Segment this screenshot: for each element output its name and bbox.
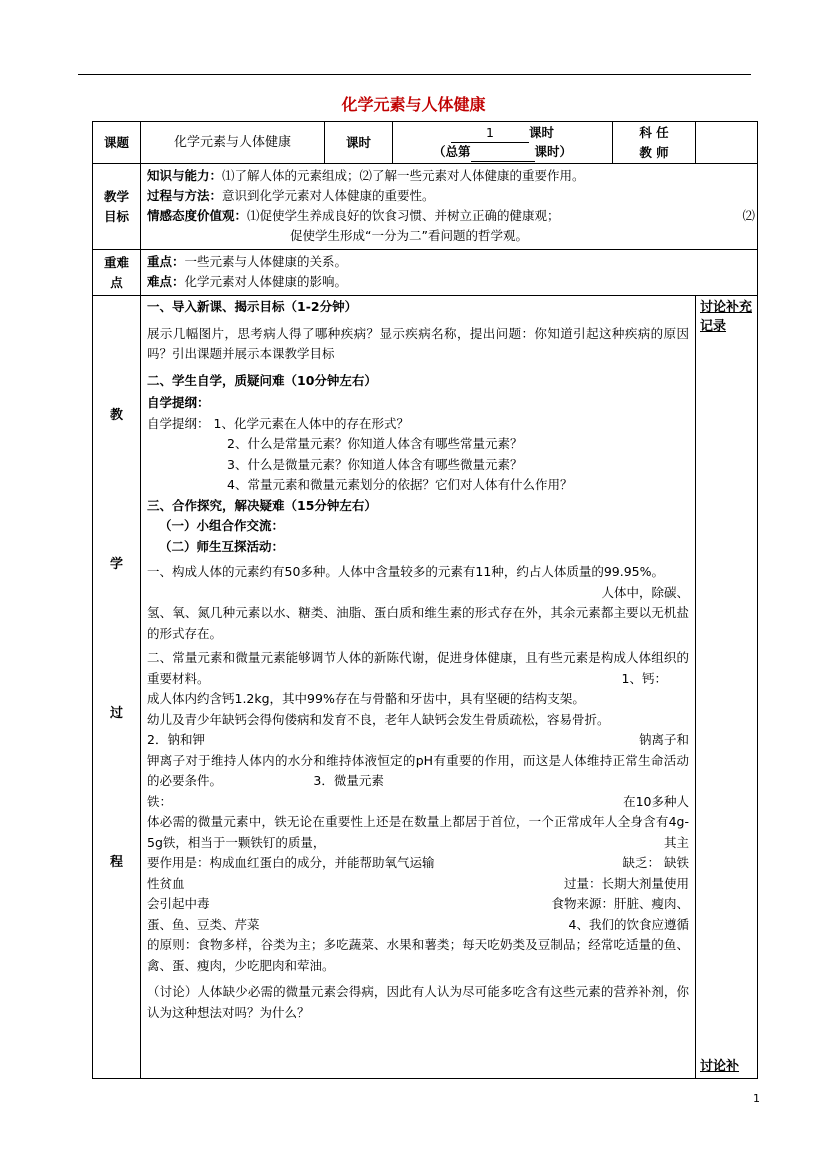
keypoints-row — [93, 250, 758, 296]
iron-j: 食物来源：肝脏、瘦肉、 — [551, 896, 689, 911]
iron-a: 铁： — [147, 793, 173, 809]
hard-text: 化学元素对人体健康的影响。 — [184, 274, 348, 289]
goals-label-2: 目标 — [103, 208, 129, 224]
subsection-1: （一）小组合作交流： — [159, 518, 285, 533]
paragraph-2a: 二、常量元素和微量元素能够调节人体的新陈代谢，促进身体健康，且有些元素是构成人体组织的重要材料。 — [147, 650, 689, 686]
outline-item-4: 4、常量元素和微量元素划分的依据？它们对人体有什么作用？ — [227, 477, 573, 492]
topic-value: 化学元素与人体健康 — [141, 122, 325, 164]
period-unit: 课时 — [528, 124, 554, 140]
goals-label-1: 教学 — [103, 188, 129, 204]
keypoints-content — [141, 250, 758, 296]
header-rule — [78, 74, 751, 75]
iron-c: 体必需的微量元素中，铁无论在重要性上还是在数量上都居于首位，一个正常成年人全身含有4g- 5g铁，相当于一颗铁钉的质量， — [147, 814, 689, 850]
paragraph-2g: 钾离子对于维持人体内的水分和维持体液恒定的pH有重要的作用，而这是人体维持正常生命活动的必要条件。 — [147, 752, 689, 788]
key-label: 重点： — [147, 254, 185, 269]
lesson-plan-table — [92, 121, 758, 1079]
section-1-title: 一、导入新课、揭示目标（1-2分钟） — [147, 299, 358, 314]
goals-row — [93, 164, 758, 250]
paragraph-1a: 一、构成人体的元素约有50多种。人体中含量较多的元素有11种，约占人体质量的99.95%。 — [147, 564, 664, 579]
header-row — [93, 122, 758, 164]
paragraph-1c: 氢、氧、氮几种元素以水、糖类、油脂、蛋白质和维生素的形式存在外，其余元素都主要以无机盐的形式存在。 — [147, 605, 689, 641]
outline-item-3: 3、什么是微量元素？你知道人体含有哪些微量元素？ — [227, 456, 523, 472]
outline-title: 自学提纲： — [147, 395, 210, 410]
goals-process-label: 过程与方法： — [147, 188, 223, 203]
process-content — [141, 296, 696, 1079]
goals-emotion-label: 情感态度价值观： — [147, 208, 248, 223]
process-label-char-4: 程 — [109, 855, 123, 870]
outline-item-1-text: 1、化学元素在人体中的存在形式？ — [213, 415, 409, 431]
discussion-text: （讨论）人体缺少必需的微量元素会得病，因此有人认为尽可能多吃含有这些元素的营养补剂，你认为这种想法对吗？为什么？ — [147, 984, 689, 1020]
key-text: 一些元素与人体健康的关系。 — [184, 254, 348, 269]
paragraph-2f: 钠离子和 — [638, 732, 689, 747]
paragraph-1b: 人体中，除碳、 — [601, 584, 689, 600]
paragraph-2c: 成人体内约含钙1.2kg，其中99%存在与骨骼和牙齿中，具有坚硬的结构支架。 — [147, 691, 585, 706]
total-suffix: 课时） — [534, 143, 573, 159]
goals-knowledge-text: ⑴了解人体的元素组成；⑵了解一些元素对人体健康的重要作用。 — [222, 168, 585, 183]
hard-label: 难点： — [147, 274, 185, 289]
iron-d: 其主 — [663, 834, 689, 850]
section-3-title: 三、合作探究，解决疑难（15分钟左右） — [147, 497, 377, 513]
subsection-2: （二）师生互探活动： — [159, 538, 285, 554]
teacher-label-2: 教 师 — [639, 144, 669, 160]
goals-content — [141, 164, 758, 250]
outline-item-1 — [147, 414, 689, 435]
iron-b: 在10多种人 — [623, 793, 689, 809]
paragraph-2e: 2．钠和钾 — [147, 732, 205, 747]
outline-item-2: 2、什么是常量元素？你知道人体含有哪些常量元素？ — [227, 436, 523, 451]
goals-knowledge-label: 知识与能力： — [147, 168, 223, 183]
teacher-label — [613, 122, 696, 164]
process-label-char-3: 过 — [109, 706, 123, 721]
page-title: 化学元素与人体健康 — [341, 95, 486, 114]
section-1-text: 展示几幅图片，思考病人得了哪种疾病？显示疾病名称，提出问题：你知道引起这种疾病的原因吗？引出课题并展示本课教学目标 — [147, 325, 689, 361]
side-note-bottom: 讨论补 — [700, 1059, 740, 1074]
goals-label — [93, 164, 141, 250]
paragraph-1 — [147, 562, 689, 644]
iron-e: 要作用是：构成血红蛋白的成分，并能帮助氧气运输 — [147, 855, 435, 870]
side-note-column — [696, 296, 758, 1079]
topic-label: 课题 — [93, 122, 141, 164]
teacher-label-1: 科 任 — [639, 124, 669, 140]
period-label: 课时 — [325, 122, 393, 164]
process-label-char-1: 教 — [109, 408, 123, 423]
outline-prefix: 自学提纲： — [147, 415, 210, 431]
iron-h: 过量：长期大剂量使用 — [563, 875, 689, 891]
keypoints-label-2: 点 — [110, 274, 123, 290]
side-note-top: 讨论补充记录 — [700, 300, 753, 334]
paragraph-2d: 幼儿及青少年缺钙会得佝偻病和发育不良，老年人缺钙会发生骨质疏松，容易骨折。 — [147, 711, 610, 727]
goals-emotion-tail: ⑵ — [742, 208, 755, 223]
process-row — [93, 296, 758, 1079]
iron-l: 4、我们的饮食应遵循 — [568, 916, 689, 932]
period-number: 1 — [451, 124, 529, 143]
keypoints-label — [93, 250, 141, 296]
iron-m: 的原则：食物多样，谷类为主；多吃蔬菜、水果和薯类；每天吃奶类及豆制品；经常吃适量的鱼、禽、蛋、瘦肉，少吃肥肉和荤油。 — [147, 937, 689, 973]
paragraph-2h: 3．微量元素 — [313, 773, 384, 788]
iron-i: 会引起中毒 — [147, 896, 210, 911]
page-number: 1 — [753, 1092, 760, 1105]
keypoints-label-1: 重难 — [103, 254, 129, 270]
section-2-title: 二、学生自学，质疑问难（10分钟左右） — [147, 372, 377, 388]
iron-g: 性贫血 — [147, 875, 185, 891]
process-label-char-2: 学 — [109, 557, 123, 572]
goals-process-text: 意识到化学元素对人体健康的重要性。 — [222, 188, 435, 203]
iron-paragraph — [147, 792, 689, 977]
period-cell — [393, 122, 613, 164]
process-label — [93, 296, 141, 1079]
goals-emotion-text: ⑴促使学生养成良好的饮食习惯、并树立正确的健康观； — [247, 208, 560, 223]
teacher-value — [696, 122, 758, 164]
total-prefix: （总第 — [432, 143, 471, 159]
iron-f: 缺乏： 缺铁 — [622, 855, 689, 870]
paragraph-2b: 1、钙： — [621, 670, 667, 686]
paragraph-2 — [147, 648, 689, 792]
iron-k: 蛋、鱼、豆类、芹菜 — [147, 916, 260, 932]
goals-emotion-text-2: 促使学生形成“一分为二”看问题的哲学观。 — [290, 228, 528, 243]
